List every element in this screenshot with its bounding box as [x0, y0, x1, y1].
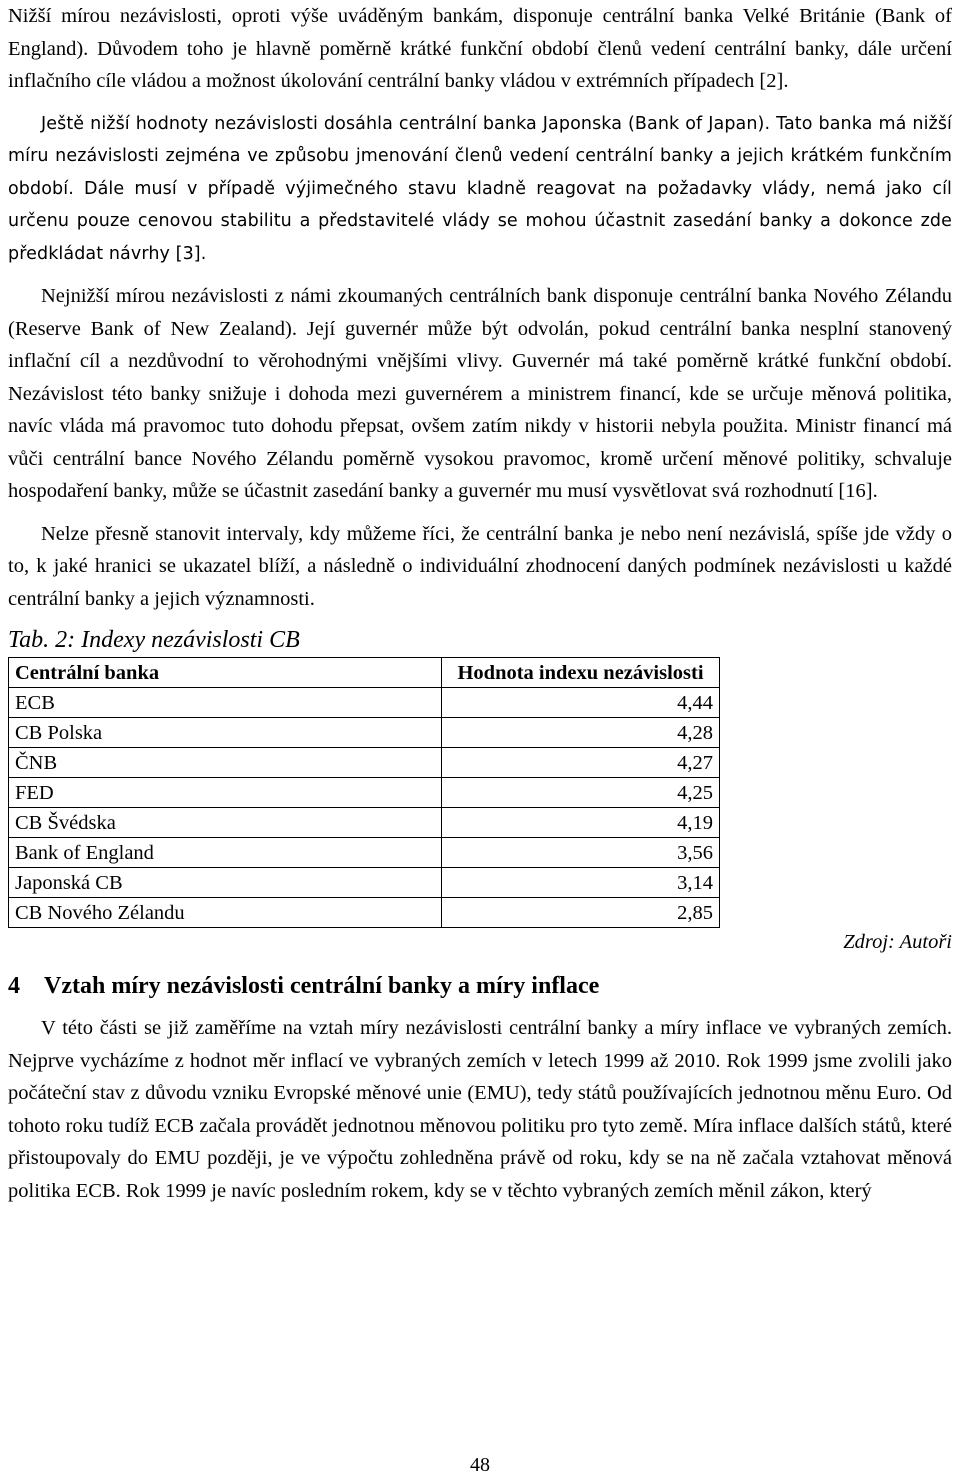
table-source: Zdroj: Autoři: [843, 931, 952, 953]
table-header-index: Hodnota indexu nezávislosti: [442, 658, 720, 688]
table-cell-index: 3,14: [442, 868, 720, 898]
document-page: [8, 0, 952, 1207]
paragraph-bank-of-japan: Ještě nižší hodnoty nezávislosti dosáhla centrální banka Japonska (Bank of Japan). Tato banka má nižší míru nezávislosti zejména ve způsobu jmenování členů vedení centrální banky a jejich krátkém funkčním období. Dále musí v případě výjimečného stavu kladně reagovat na požadavky vlády, nemá jako cíl určenu pouze cenovou stabilitu a představitelé vlády se mohou účastnit zasedání banky a dokonce zde předkládat návrhy [3].: [8, 113, 952, 264]
table-cell-index: 3,56: [442, 838, 720, 868]
table-header-row: [9, 658, 720, 688]
table-cell-index: 2,85: [442, 898, 720, 928]
table-cell-bank: ČNB: [9, 748, 442, 778]
table-row: [9, 868, 720, 898]
paragraph-intervals: Nelze přesně stanovit intervaly, kdy můžeme říci, že centrální banka je nebo není nezávislá, spíše jde vždy o to, k jaké hranici se ukazatel blíží, a následně o individuální zhodnocení daných podmínek nezávislosti u každé centrální banky a jejich významnosti.: [8, 522, 952, 610]
table-row: [9, 718, 720, 748]
paragraph-new-zealand: Nejnižší mírou nezávislosti z námi zkoumaných centrálních bank disponuje centrální banka Nového Zélandu (Reserve Bank of New Zealand). Její guvernér může být odvolán, pokud centrální banka nesplní stanovený inflační cíl a nezdůvodní to věrohodnými vnějšími vlivy. Guvernér má také poměrně krátké funkční období. Nezávislost této banky snižuje i dohoda mezi guvernérem a ministrem financí, kde se určuje měnová politika, navíc vláda má pravomoc tuto dohodu přepsat, ovšem zatím nikdy v historii nebyla použita. Ministr financí má vůči centrální bance Nového Zélandu poměrně vysokou pravomoc, kromě určení měnové politiky, schvaluje hospodaření banky, může se účastnit zasedání banky a guvernér mu musí vysvětlovat svá rozhodnutí [16].: [8, 285, 952, 502]
table-caption-label: Tab. 2:: [8, 627, 76, 653]
table-row: [9, 778, 720, 808]
table-cell-bank: FED: [9, 778, 442, 808]
paragraph-gap: [8, 508, 952, 518]
paragraph-gap: [8, 98, 952, 108]
table-row: [9, 688, 720, 718]
table-cell-bank: CB Švédska: [9, 808, 442, 838]
table-row: [9, 838, 720, 868]
paragraph-section-intro: V této části se již zaměříme na vztah míry nezávislosti centrální banky a míry inflace ve vybraných zemích. Nejprve vycházíme z hodnot měr inflací ve vybraných zemích v letech 1999 až 2010. Rok 1999 jsme zvolili jako počáteční stav z důvodu vzniku Evropské měnové unie (EMU), tedy států používajících jednotnou měnu Euro. Od tohoto roku tudíž ECB začala provádět jednotnou měnovou politiku pro tyto země. Míra inflace dalších států, které přistoupovaly do EMU později, je ve výpočtu zohledněna právě od roku, kdy se na ně začala vztahovat měnová politika ECB. Rok 1999 je navíc posledním rokem, kdy se v těchto vybraných zemích měnil zákon, který: [8, 1017, 952, 1202]
section-number: 4: [8, 973, 20, 999]
table-row: [9, 748, 720, 778]
table-cell-bank: Japonská CB: [9, 868, 442, 898]
table-row: [9, 898, 720, 928]
section-title: Vztah míry nezávislosti centrální banky a míry inflace: [44, 973, 600, 999]
independence-index-table: [8, 657, 720, 928]
table-cell-bank: Bank of England: [9, 838, 442, 868]
table-cell-index: 4,44: [442, 688, 720, 718]
section-heading: [8, 970, 952, 1002]
paragraph-bank-of-england: Nižší mírou nezávislosti, oproti výše uváděným bankám, disponuje centrální banka Velké Británie (Bank of England). Důvodem toho je hlavně poměrně krátké funkční období členů vedení centrální banky, dále určení inflačního cíle vládou a možnost úkolování centrální banky vládou v extrémních případech [2].: [8, 5, 952, 92]
table-cell-bank: ECB: [9, 688, 442, 718]
table-caption-title: Indexy nezávislosti CB: [81, 627, 300, 653]
table-cell-bank: CB Nového Zélandu: [9, 898, 442, 928]
page-number: 48: [470, 1454, 490, 1476]
table-cell-bank: CB Polska: [9, 718, 442, 748]
table-cell-index: 4,28: [442, 718, 720, 748]
table-header-bank: Centrální banka: [9, 658, 442, 688]
paragraph-gap: [8, 270, 952, 280]
table-cell-index: 4,19: [442, 808, 720, 838]
table-cell-index: 4,25: [442, 778, 720, 808]
table-cell-index: 4,27: [442, 748, 720, 778]
table-caption: [8, 625, 952, 655]
table-row: [9, 808, 720, 838]
